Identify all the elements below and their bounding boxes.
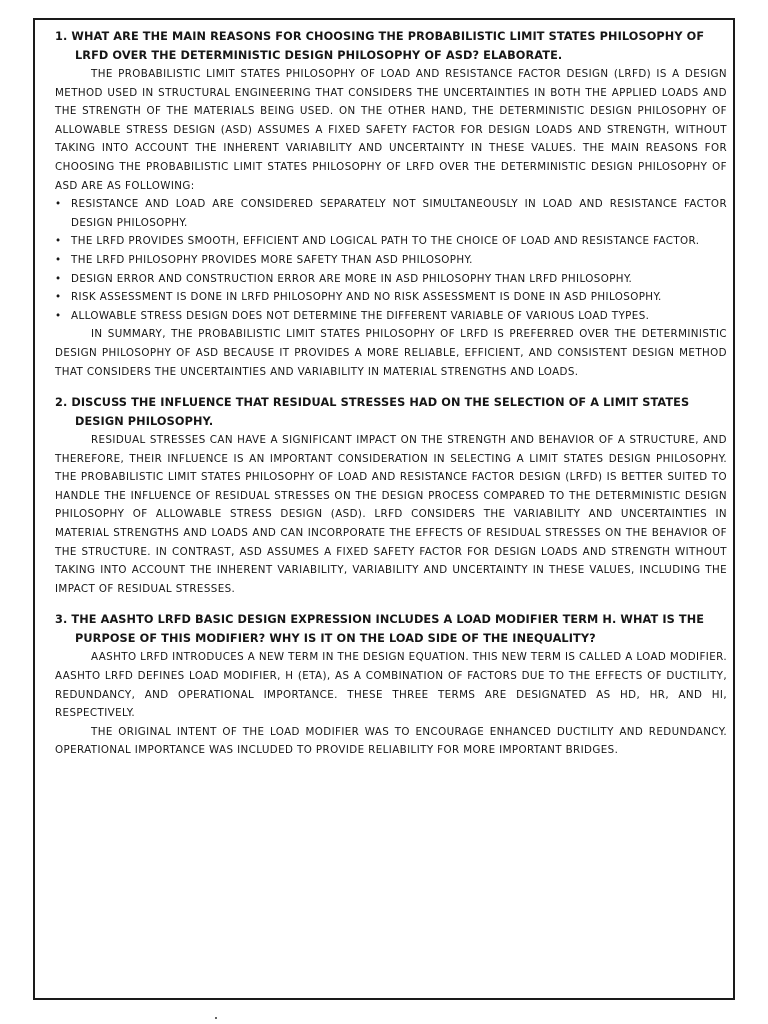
list-item-text: DESIGN ERROR AND CONSTRUCTION ERROR ARE MORE IN ASD PHILOSOPHY THAN LRFD PHILOSOPHY.	[71, 272, 633, 285]
handwritten-page	[33, 18, 735, 1000]
answer-1-intro: THE PROBABILISTIC LIMIT STATES PHILOSOPHY OF LOAD AND RESISTANCE FACTOR DESIGN (LRFD) IS A DESIGN METHOD USED IN STRUCTURAL ENGINEERING THAT CONSIDERS THE UNCERTAINTIES IN BOTH THE APPLIED LOADS AND THE STRENGTH OF THE MATERIALS BEING USED. ON THE OTHER HAND, THE DETERMINISTIC DESIGN PHILOSOPHY OF ALLOWABLE STRESS DESIGN (ASD) ASSUMES A FIXED SAFETY FACTOR FOR DESIGN LOADS AND STRENGTH, WITHOUT TAKING INTO ACCOUNT THE INHERENT VARIABILITY AND UNCERTAINTY IN THESE VALUES. THE MAIN REASONS FOR CHOOSING THE PROBABILISTIC LIMIT STATES PHILOSOPHY OF LRFD OVER THE DETERMINISTIC DESIGN PHILOSOPHY OF ASD ARE AS FOLLOWING:	[55, 68, 727, 192]
list-item-text: THE LRFD PHILOSOPHY PROVIDES MORE SAFETY THAN ASD PHILOSOPHY.	[71, 253, 473, 266]
bullet-icon: •	[55, 291, 62, 304]
answer-3-paragraph-2: THE ORIGINAL INTENT OF THE LOAD MODIFIER WAS TO ENCOURAGE ENHANCED DUCTILITY AND REDUNDANCY. OPERATIONAL IMPORTANCE WAS INCLUDED TO PROVIDE RELIABILITY FOR MORE IMPORTANT BRIDGES.	[55, 725, 727, 757]
bullet-icon: •	[55, 272, 62, 285]
section-1	[55, 27, 727, 381]
list-item	[55, 232, 727, 251]
list-item	[55, 307, 727, 326]
list-item-text: THE LRFD PROVIDES SMOOTH, EFFICIENT AND LOGICAL PATH TO THE CHOICE OF LOAD AND RESISTANCE FACTOR.	[71, 235, 700, 248]
bullet-icon: •	[55, 198, 62, 211]
list-item-text: RESISTANCE AND LOAD ARE CONSIDERED SEPARATELY NOT SIMULTANEOUSLY IN LOAD AND RESISTANCE FACTOR DESIGN PHILOSOPHY.	[71, 198, 727, 229]
list-item	[55, 270, 727, 289]
section-3	[55, 610, 727, 760]
list-item-text: RISK ASSESSMENT IS DONE IN LRFD PHILOSOPHY AND NO RISK ASSESSMENT IS DONE IN ASD PHILOSOPHY.	[71, 291, 662, 304]
answer-2: RESIDUAL STRESSES CAN HAVE A SIGNIFICANT IMPACT ON THE STRENGTH AND BEHAVIOR OF A STRUCTURE, AND THEREFORE, THEIR INFLUENCE IS AN IMPORTANT CONSIDERATION IN SELECTING A LIMIT STATES DESIGN PHILOSOPHY. THE PROBABILISTIC LIMIT STATES PHILOSOPHY OF LOAD AND RESISTANCE FACTOR DESIGN (LRFD) IS BETTER SUITED TO HANDLE THE INFLUENCE OF RESIDUAL STRESSES ON THE DESIGN PROCESS COMPARED TO THE DETERMINISTIC DESIGN PHILOSOPHY OF ALLOWABLE STRESS DESIGN (ASD). LRFD CONSIDERS THE VARIABILITY AND UNCERTAINTIES IN MATERIAL STRENGTHS AND LOADS AND CAN INCORPORATE THE EFFECTS OF RESIDUAL STRESSES ON THE BEHAVIOR OF THE STRUCTURE. IN CONTRAST, ASD ASSUMES A FIXED SAFETY FACTOR FOR DESIGN LOADS AND STRENGTH WITHOUT TAKING INTO ACCOUNT THE INHERENT VARIABILITY, VARIABILITY AND UNCERTAINTY IN THESE VALUES, INCLUDING THE IMPACT OF RESIDUAL STRESSES.	[55, 434, 727, 595]
list-item	[55, 288, 727, 307]
reasons-list	[55, 195, 727, 325]
bullet-icon: •	[55, 235, 62, 248]
bullet-icon: •	[55, 309, 62, 322]
list-item-text: ALLOWABLE STRESS DESIGN DOES NOT DETERMINE THE DIFFERENT VARIABLE OF VARIOUS LOAD TYPES.	[71, 309, 650, 322]
answer-3-paragraph-1: AASHTO LRFD INTRODUCES A NEW TERM IN THE DESIGN EQUATION. THIS NEW TERM IS CALLED A LOAD MODIFIER. AASHTO LRFD DEFINES LOAD MODIFIER, Η (ETA), AS A COMBINATION OF FACTORS DUE TO THE EFFECTS OF DUCTILITY, REDUNDANCY, AND OPERATIONAL IMPORTANCE. THESE THREE TERMS ARE DESIGNATED AS ΗD, ΗR, AND ΗI, RESPECTIVELY.	[55, 651, 727, 720]
question-2: 2. DISCUSS THE INFLUENCE THAT RESIDUAL STRESSES HAD ON THE SELECTION OF A LIMIT STATES DESIGN PHILOSOPHY.	[55, 396, 690, 429]
list-item	[55, 195, 727, 232]
question-1: 1. WHAT ARE THE MAIN REASONS FOR CHOOSING THE PROBABILISTIC LIMIT STATES PHILOSOPHY OF LRFD OVER THE DETERMINISTIC DESIGN PHILOSOPHY OF ASD? ELABORATE.	[55, 30, 705, 62]
pen-dot	[215, 1017, 217, 1019]
section-2	[55, 393, 727, 598]
bullet-icon: •	[55, 253, 62, 266]
answer-1-summary: IN SUMMARY, THE PROBABILISTIC LIMIT STATES PHILOSOPHY OF LRFD IS PREFERRED OVER THE DETERMINISTIC DESIGN PHILOSOPHY OF ASD BECAUSE IT PROVIDES A MORE RELIABLE, EFFICIENT, AND CONSISTENT DESIGN METHOD THAT CONSIDERS THE UNCERTAINTIES AND VARIABILITY IN MATERIAL STRENGTHS AND LOADS.	[55, 328, 727, 378]
question-3: 3. THE AASHTO LRFD BASIC DESIGN EXPRESSION INCLUDES A LOAD MODIFIER TERM Η. WHAT IS THE PURPOSE OF THIS MODIFIER? WHY IS IT ON THE LOAD SIDE OF THE INEQUALITY?	[55, 613, 705, 646]
list-item	[55, 251, 727, 270]
